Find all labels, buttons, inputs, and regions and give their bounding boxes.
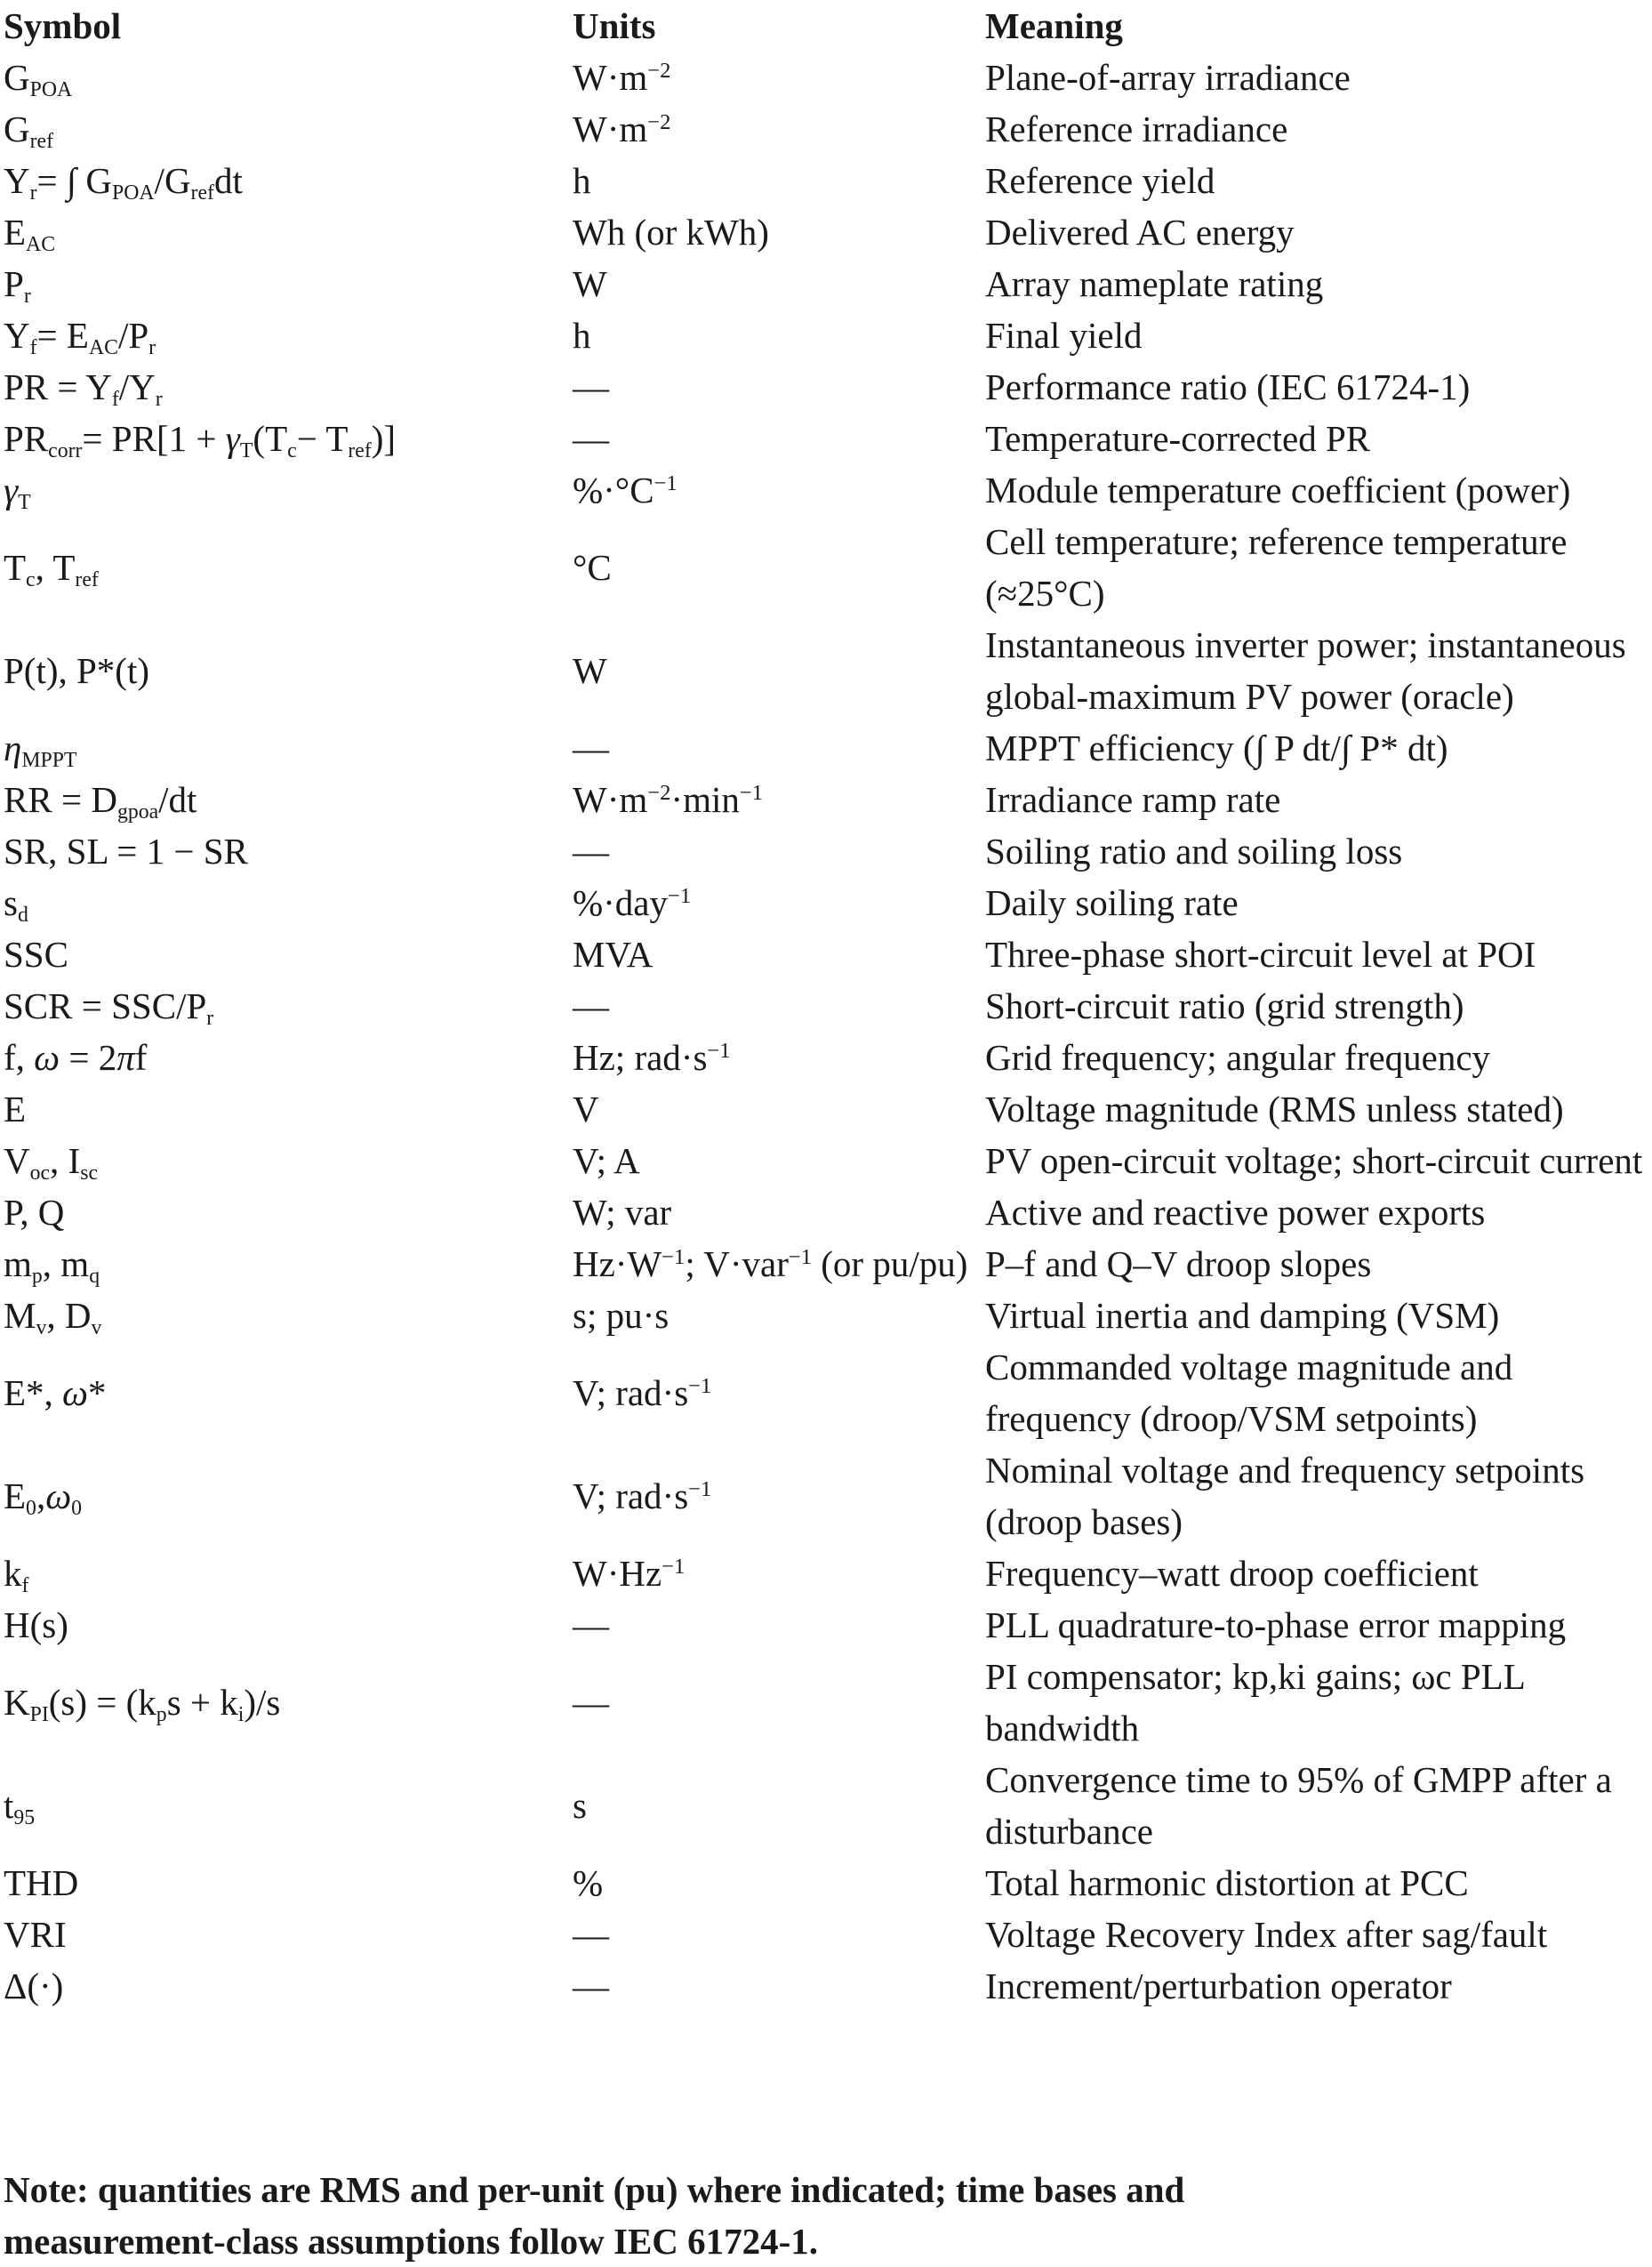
text-part: VRI [4,1914,67,1955]
units-cell [573,103,985,155]
text-part: — [573,1682,609,1723]
meaning-cell: Final yield [985,315,1143,356]
text-part: Y [4,160,30,201]
text-part: — [573,831,609,872]
units-cell [573,1186,985,1238]
italic-symbol: η [4,728,22,768]
subscript: AC [26,233,56,257]
text-part: t [4,1785,14,1826]
superscript: −1 [662,1555,686,1580]
units-cell [573,1960,985,2012]
units-cell [573,980,985,1032]
units-cell [573,413,985,464]
symbol-cell [4,774,573,825]
symbol-cell [4,52,573,103]
meaning-cell: Convergence time to 95% of GMPP after a disturbance [985,1759,1612,1852]
subscript: ref [29,130,53,154]
meaning-cell: Soiling ratio and soiling loss [985,831,1403,872]
subscript: v [36,1316,47,1340]
subscript: POA [112,181,155,205]
text-part: V; rad·s [573,1372,689,1413]
subscript: f [111,388,119,412]
units-cell [573,1032,985,1083]
text-part: dt [213,160,243,201]
symbol-cell [4,1909,573,1960]
text-part: G [4,109,30,149]
subscript: v [91,1316,102,1340]
text-part: (T [253,418,288,459]
text-part: s + k [166,1682,238,1723]
text-part: K [4,1682,30,1723]
subscript: AC [88,336,118,360]
text-part: E [4,1475,27,1516]
table-row [4,103,1648,155]
subscript: i [237,1703,245,1727]
text-part: , T [35,547,76,588]
text-part: = E [36,315,89,356]
nomenclature-table [4,0,1648,2012]
units-cell [573,619,985,722]
units-cell [573,1857,985,1909]
subscript: c [26,568,36,592]
text-part: W; var [573,1192,672,1233]
meaning-cell: Voltage magnitude (RMS unless stated) [985,1089,1564,1129]
subscript: 95 [13,1806,36,1830]
text-part: − T [296,418,349,459]
text-part: W [573,650,607,691]
text-part: , I [50,1140,81,1181]
meaning-cell: Three-phase short-circuit level at POI [985,934,1536,975]
text-part: Y [4,315,30,356]
units-cell [573,1599,985,1651]
subscript: f [21,1574,29,1598]
text-part: SCR = SSC/P [4,985,207,1026]
units-cell [573,310,985,361]
superscript: −1 [739,781,764,806]
text-part: )/s [244,1682,281,1723]
subscript: gpoa [116,800,159,824]
table-row [4,619,1648,722]
table-row [4,52,1648,103]
units-cell [573,258,985,310]
text-part: %·°C [573,470,654,510]
subscript: q [89,1265,100,1289]
units-cell [573,52,985,103]
table-row [4,1032,1648,1083]
text-part: s [4,882,18,923]
units-cell [573,825,985,877]
subscript: ref [75,568,99,592]
text-part: Hz; rad·s [573,1037,708,1078]
table-row [4,1909,1648,1960]
text-part: W·Hz [573,1553,662,1594]
text-part: P, Q [4,1192,65,1233]
units-cell [573,1135,985,1186]
symbol-cell [4,1857,573,1909]
table-row [4,1599,1648,1651]
superscript: −1 [662,1245,686,1270]
symbol-cell [4,206,573,258]
symbol-cell [4,155,573,206]
text-part: G [4,57,30,98]
meaning-cell: Delivered AC energy [985,212,1295,253]
meaning-cell: P–f and Q–V droop slopes [985,1243,1372,1284]
subscript: 0 [26,1497,36,1521]
meaning-cell: Module temperature coefficient (power) [985,470,1571,510]
italic-symbol: ω [45,1475,72,1516]
units-cell [573,1444,985,1548]
italic-symbol: γ [4,470,19,510]
text-part: THD [4,1862,79,1903]
text-part: P [4,263,24,304]
text-part: — [573,1604,609,1645]
symbol-cell [4,722,573,774]
meaning-cell: Performance ratio (IEC 61724-1) [985,366,1471,407]
text-part: °C [573,547,612,588]
units-cell [573,361,985,413]
meaning-cell: Temperature-corrected PR [985,418,1371,459]
symbol-cell [4,1548,573,1599]
subscript: 0 [71,1497,83,1521]
superscript: −1 [688,1477,712,1502]
table-row [4,774,1648,825]
text-part: % [573,1862,604,1903]
subscript: ref [190,181,214,205]
text-part: T [4,547,27,588]
text-part: V [573,1089,599,1129]
units-cell [573,1290,985,1341]
italic-symbol: ω [34,1037,60,1078]
subscript: ref [348,439,372,463]
text-part: E*, [4,1372,63,1413]
text-part: Wh (or kWh) [573,212,769,253]
meaning-cell: Plane-of-array irradiance [985,57,1351,98]
symbol-cell [4,1083,573,1135]
text-part: PR [4,418,49,459]
units-cell [573,1754,985,1857]
header-meaning: Meaning [985,5,1123,46]
subscript: POA [29,78,73,102]
symbol-cell [4,1341,573,1444]
table-note: Note: quantities are RMS and per-unit (pu) where indicated; time bases and measurement-class assumptions follow IEC 61724-1. [4,2169,1185,2262]
meaning-cell: Irradiance ramp rate [985,779,1281,820]
units-cell [573,206,985,258]
italic-symbol: γ [225,418,240,459]
text-part: — [573,1914,609,1955]
superscript: −1 [668,884,692,909]
text-part: s [573,1785,587,1826]
units-cell [573,929,985,980]
symbol-cell [4,929,573,980]
text-part: M [4,1295,36,1336]
meaning-cell: Increment/perturbation operator [985,1966,1452,2006]
symbol-cell [4,1238,573,1290]
meaning-cell: Frequency–watt droop coefficient [985,1553,1479,1594]
text-part: (s) = (k [48,1682,156,1723]
superscript: −1 [707,1039,731,1064]
symbol-cell [4,1186,573,1238]
table-row [4,722,1648,774]
text-part: h [573,315,591,356]
subscript: PI [29,1703,49,1727]
table-row [4,1651,1648,1754]
header-row [4,0,1648,52]
superscript: −2 [647,110,671,135]
units-cell [573,1083,985,1135]
text-part: = PR[1 + [82,418,226,459]
meaning-cell: Voltage Recovery Index after sag/fault [985,1914,1548,1955]
table-row [4,980,1648,1032]
table-body [4,52,1648,2012]
text-part: MVA [573,934,654,975]
text-part: %·day [573,882,669,923]
symbol-cell [4,258,573,310]
meaning-cell: MPPT efficiency (∫ P dt/∫ P* dt) [985,728,1448,768]
text-part: s; pu·s [573,1295,670,1336]
table-row [4,1444,1648,1548]
text-part: h [573,160,591,201]
symbol-cell [4,1444,573,1548]
symbol-cell [4,413,573,464]
subscript: r [29,181,37,205]
symbol-cell [4,825,573,877]
text-part: ; V·var [685,1243,789,1284]
symbol-cell [4,877,573,929]
text-part: )] [371,418,397,459]
text-part: , D [46,1295,92,1336]
text-part: k [4,1553,22,1594]
subscript: f [29,336,37,360]
text-part: PR = Y [4,366,112,407]
table-row [4,1290,1648,1341]
text-part: E [4,1089,27,1129]
text-part: = 2 [60,1037,117,1078]
text-part: /dt [158,779,197,820]
text-part: Hz·W [573,1243,662,1284]
units-cell [573,1651,985,1754]
symbol-cell [4,1290,573,1341]
text-part: — [573,366,609,407]
table-row [4,877,1648,929]
table-row [4,361,1648,413]
text-part: ·min [670,779,740,820]
table-row [4,1960,1648,2012]
table-row [4,310,1648,361]
meaning-cell: Grid frequency; angular frequency [985,1037,1491,1078]
text-part: = ∫ G [36,160,112,201]
table-row [4,516,1648,619]
meaning-cell: Instantaneous inverter power; instantaneous global-maximum PV power (oracle) [985,624,1626,717]
symbol-cell [4,1651,573,1754]
text-part: /Y [118,366,156,407]
table-row [4,929,1648,980]
units-cell [573,1238,985,1290]
units-cell [573,774,985,825]
text-part: , [36,1475,46,1516]
text-part: W·m [573,109,648,149]
text-part: W [573,263,607,304]
italic-symbol: π [116,1037,135,1078]
text-part: V; rad·s [573,1475,689,1516]
subscript: MPPT [21,749,77,773]
text-part: SSC [4,934,68,975]
text-part: f [134,1037,148,1078]
symbol-cell [4,980,573,1032]
units-cell [573,1909,985,1960]
table-row [4,1135,1648,1186]
text-part: — [573,1966,609,2006]
units-cell [573,877,985,929]
header-symbol: Symbol [4,5,122,46]
table-row [4,1186,1648,1238]
text-part: /P [117,315,149,356]
superscript: −2 [647,781,671,806]
text-part: , m [42,1243,90,1284]
symbol-cell [4,1599,573,1651]
symbol-cell [4,1135,573,1186]
meaning-cell: Virtual inertia and damping (VSM) [985,1295,1500,1336]
units-cell [573,722,985,774]
meaning-cell: PI compensator; kp,ki gains; ωc PLL bandwidth [985,1656,1525,1748]
superscript: −2 [647,59,671,84]
symbol-cell [4,464,573,516]
text-part: V; A [573,1140,640,1181]
meaning-cell: PLL quadrature-to-phase error mapping [985,1604,1567,1645]
table-row [4,825,1648,877]
table-row [4,413,1648,464]
table-row [4,1548,1648,1599]
subscript: c [287,439,297,463]
meaning-cell: Cell temperature; reference temperature (≈25°C) [985,521,1568,614]
units-cell [573,464,985,516]
text-part: — [573,985,609,1026]
text-part: (or pu/pu) [812,1243,968,1284]
text-part: W·m [573,779,648,820]
text-part: W·m [573,57,648,98]
subscript: r [206,1007,214,1031]
subscript: p [31,1265,43,1289]
subscript: r [148,336,156,360]
superscript: −1 [688,1374,712,1399]
subscript: r [155,388,163,412]
units-cell [573,1548,985,1599]
table-row [4,1341,1648,1444]
text-part: E [4,212,27,253]
subscript: corr [48,439,83,463]
meaning-cell: Commanded voltage magnitude and frequency (droop/VSM setpoints) [985,1347,1513,1439]
meaning-cell: Reference yield [985,160,1215,201]
meaning-cell: Total harmonic distortion at PCC [985,1862,1469,1903]
table-row [4,1754,1648,1857]
table-row [4,464,1648,516]
table-row [4,206,1648,258]
text-part: SR, SL = 1 − SR [4,831,248,872]
meaning-cell: PV open-circuit voltage; short-circuit current [985,1140,1643,1181]
meaning-cell: Array nameplate rating [985,263,1324,304]
subscript: p [156,1703,167,1727]
text-part: RR = D [4,779,117,820]
text-part: — [573,418,609,459]
subscript: r [23,285,31,309]
text-part: /G [154,160,191,201]
text-part: — [573,728,609,768]
text-part: * [88,1372,107,1413]
subscript: T [18,491,31,515]
text-part: Δ(·) [4,1966,64,2006]
subscript: sc [80,1162,99,1186]
text-part: V [4,1140,30,1181]
text-part: m [4,1243,32,1284]
symbol-cell [4,1754,573,1857]
text-part: P(t), P*(t) [4,650,149,691]
meaning-cell: Short-circuit ratio (grid strength) [985,985,1464,1026]
subscript: T [239,439,253,463]
subscript: d [17,904,28,928]
meaning-cell: Nominal voltage and frequency setpoints (droop bases) [985,1450,1585,1542]
symbol-cell [4,1032,573,1083]
symbol-cell [4,361,573,413]
superscript: −1 [788,1245,813,1270]
subscript: oc [29,1162,51,1186]
symbol-cell [4,310,573,361]
table-row [4,1238,1648,1290]
symbol-cell [4,1960,573,2012]
header-units: Units [573,5,656,46]
units-cell [573,516,985,619]
table-row [4,1857,1648,1909]
italic-symbol: ω [62,1372,88,1413]
meaning-cell: Reference irradiance [985,109,1288,149]
symbol-cell [4,516,573,619]
table-row [4,1083,1648,1135]
symbol-cell [4,619,573,722]
symbol-cell [4,103,573,155]
table-row [4,155,1648,206]
units-cell [573,155,985,206]
text-part: f, [4,1037,35,1078]
table-row [4,258,1648,310]
meaning-cell: Active and reactive power exports [985,1192,1486,1233]
text-part: H(s) [4,1604,68,1645]
superscript: −1 [654,471,678,496]
units-cell [573,1341,985,1444]
meaning-cell: Daily soiling rate [985,882,1239,923]
